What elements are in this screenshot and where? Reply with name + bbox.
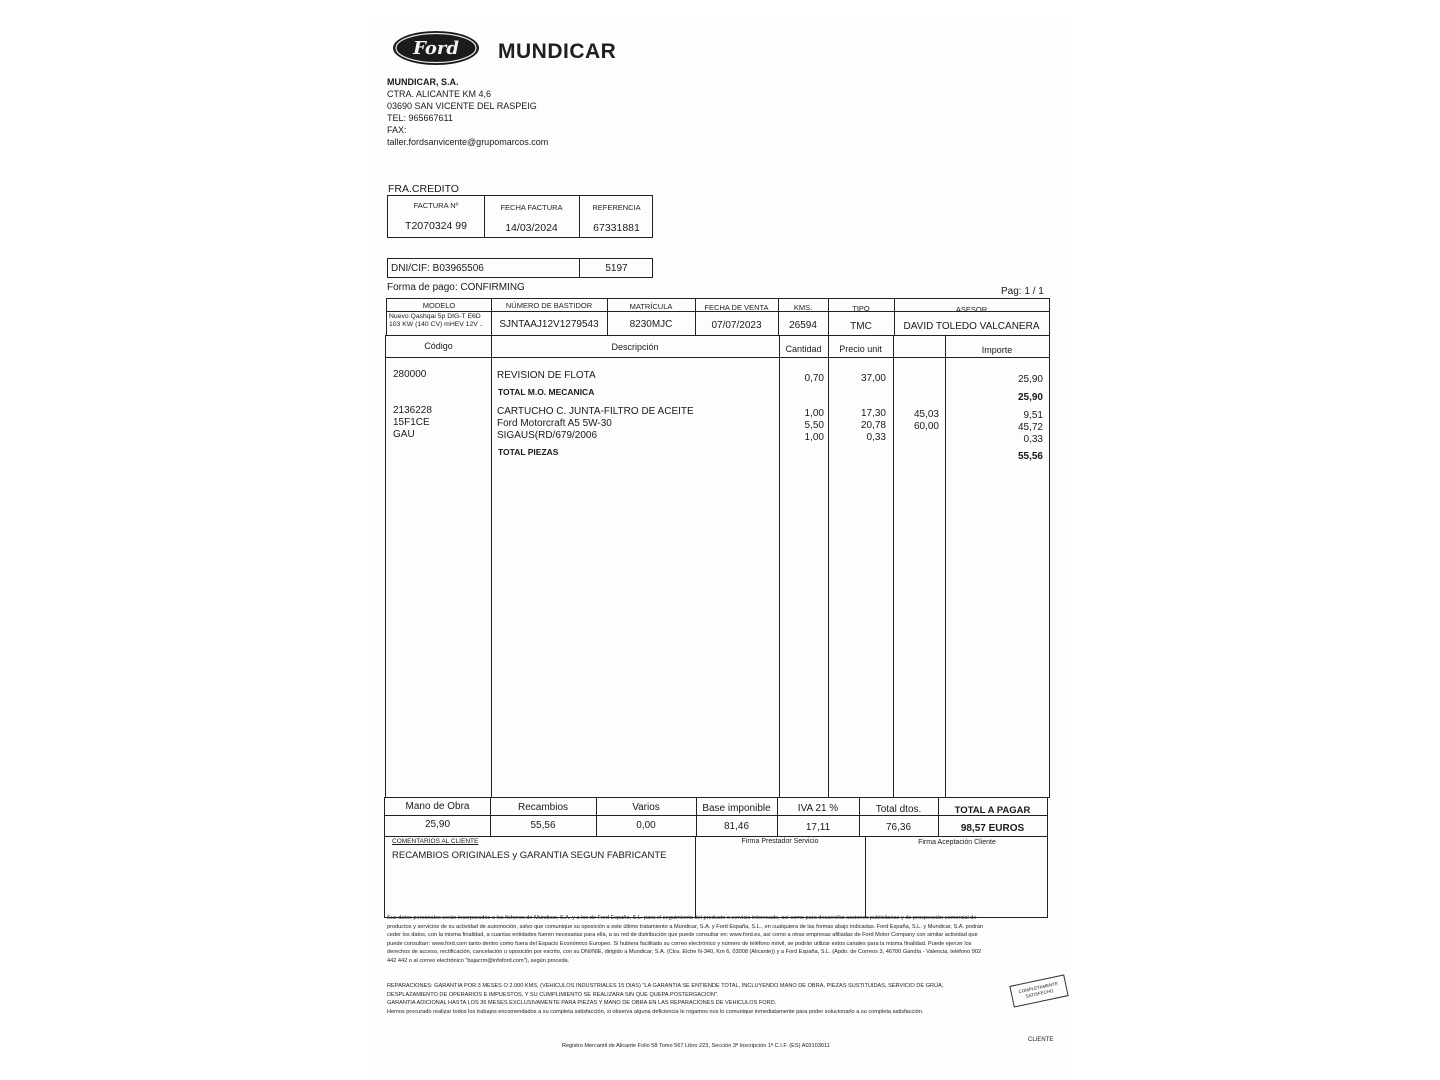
privacy-line-3: ceder los datos, con la misma finalidad, a cuantas entidades fueren necesarias para ella, a su red de distribución que puede consultar en: www.ford.es, así como a otras empresas afiliadas de Ford Motor Company con similar actividad que [387, 932, 978, 939]
line-4-cantidad: 1,00 [804, 432, 824, 443]
privacy-notice [387, 914, 1047, 966]
company-block [387, 76, 548, 148]
base-imponible-value: 81,46 [723, 821, 750, 832]
totals-table [384, 797, 1048, 837]
varios-label: Varios [632, 802, 660, 813]
line-1-cantidad: 0,70 [804, 373, 824, 384]
total-piezas-label: TOTAL PIEZAS [498, 447, 559, 457]
vehicle-header-tipo: TIPO [852, 304, 870, 313]
mano-obra-value: 25,90 [424, 819, 451, 830]
vehicle-header-bastidor: NÚMERO DE BASTIDOR [505, 301, 593, 310]
vehicle-kms: 26594 [789, 320, 817, 331]
total-piezas-value: 55,56 [1017, 451, 1043, 462]
ford-logo-text: Ford [413, 38, 459, 59]
warranty-line-3: GARANTIA ADICIONAL HASTA LOS 36 MESES EXCLUSIVAMENTE PARA PIEZAS Y MANO DE OBRA EN LAS REPARACIONES DE VEHICULOS FORD. [387, 1000, 777, 1007]
lines-header-precio: Precio unit [839, 344, 882, 354]
vehicle-table [386, 298, 1050, 336]
vehicle-header-kms: KMS. [793, 303, 813, 312]
iva-label: IVA 21 % [797, 803, 839, 814]
privacy-line-2: productos y servicios de su actividad de automoción, salvo que comunique su oposición a este último tratamiento a Mundicar, S.A. y Ford España, S.L., en cualquiera de las formas abajo indicadas. Ford España, S.L. y Mundicar, S.A. podrán [387, 923, 984, 930]
line-3-dto: 60,00 [913, 421, 939, 432]
vehicle-modelo [389, 313, 483, 329]
brand-name: MUNDICAR [498, 40, 617, 63]
warranty-line-1: REPARACIONES: GARANTIA POR 3 MESES O 2.000 KMS, (VEHICULOS INDUSTRIALES 15 DIAS) "LA GARANTIA SE ENTIENDE TOTAL, INCLUYENDO MANO DE OBRA, PIEZAS SUSTITUIDAS, SERVICIO DE GRÚA, [387, 983, 944, 989]
vehicle-bastidor: SJNTAAJ12V1279543 [499, 319, 599, 330]
total-mo-value: 25,90 [1017, 392, 1043, 403]
line-4-codigo: GAU [393, 429, 415, 440]
total-dtos-label: Total dtos. [875, 804, 922, 815]
vehicle-header-matricula: MATRÍCULA [629, 302, 673, 311]
base-imponible-label: Base imponible [702, 803, 771, 814]
line-2-codigo: 2136228 [393, 405, 432, 416]
customer-code: 5197 [605, 263, 628, 274]
line-4-descripcion: SIGAUS(RD/679/2006 [497, 430, 598, 441]
satisfaction-stamp: COMPLETAMENTE SATISFECHO [1009, 974, 1068, 1007]
firma-cliente-label: Firma Aceptación Cliente [918, 839, 996, 846]
warranty-line-2: DESPLAZAMIENTO DE OPERARIOS E IMPUESTOS, Y SU CUMPLIMIENTO SE REALIZARA SIN QUE QUEPA POSTERGACION". [387, 991, 719, 998]
factura-label: FACTURA Nº [413, 201, 459, 210]
fecha-factura-value: 14/03/2024 [505, 222, 558, 234]
line-4-importe: 0,33 [1023, 434, 1043, 445]
vehicle-modelo-line2: 103 KW (140 CV) mHEV 12V .. [389, 321, 484, 328]
document-type: FRA.CREDITO [388, 183, 459, 195]
total-mo-label: TOTAL M.O. MECANICA [498, 387, 595, 397]
company-tel: TEL: 965667611 [387, 113, 453, 123]
comments-label: COMENTARIOS AL CLIENTE [392, 838, 479, 845]
comments-text: RECAMBIOS ORIGINALES y GARANTIA SEGUN FABRICANTE [392, 850, 667, 861]
comments-box [384, 836, 1048, 918]
iva-value: 17,11 [805, 822, 831, 833]
copy-label: CLIENTE [1028, 1037, 1054, 1043]
line-1-codigo: 280000 [393, 369, 427, 380]
company-email: taller.fordsanvicente@grupomarcos.com [387, 137, 549, 147]
vehicle-header-asesor: ASESOR [955, 305, 988, 314]
varios-value: 0,00 [636, 820, 656, 831]
line-3-codigo: 15F1CE [393, 417, 430, 428]
customer-id-box [387, 258, 653, 278]
vehicle-header-fecha-venta: FECHA DE VENTA [704, 303, 769, 312]
line-3-precio: 20,78 [860, 420, 886, 431]
total-pagar-label: TOTAL A PAGAR [954, 805, 1031, 816]
payment-method: Forma de pago: CONFIRMING [387, 282, 525, 293]
line-2-precio: 17,30 [860, 408, 886, 419]
page-number: Pag: 1 / 1 [1001, 286, 1044, 297]
invoice-info-box [387, 195, 653, 238]
mano-obra-label: Mano de Obra [405, 801, 470, 812]
firma-prestador-label: Firma Prestador Servicio [741, 838, 819, 845]
vehicle-asesor: DAVID TOLEDO VALCANERA [903, 321, 1040, 332]
referencia-label: REFERENCIA [592, 203, 641, 212]
total-pagar-value: 98,57 EUROS [960, 823, 1025, 834]
company-address-2: 03690 SAN VICENTE DEL RASPEIG [387, 101, 537, 111]
privacy-line-6: 442 442 o al correo electrónico "bajacrm@infoford.com"), según proceda. [387, 957, 570, 964]
line-3-importe: 45,72 [1017, 422, 1043, 433]
privacy-line-1: Sus datos personales serán incorporados a los ficheros de Mundicar, S.A. y a los de Ford España, S.L. para el seguimiento del producto o servicio interesado, así como para desarrollar acciones publicitarias y de prospección comercial de [387, 915, 977, 921]
ford-logo [391, 28, 481, 68]
recambios-label: Recambios [517, 802, 569, 813]
line-4-precio: 0,33 [866, 432, 886, 443]
company-fax: FAX: [387, 125, 407, 135]
vehicle-fecha-venta: 07/07/2023 [711, 320, 762, 331]
company-name: MUNDICAR, S.A. [387, 77, 459, 87]
line-2-dto: 45,03 [913, 409, 939, 420]
vehicle-matricula: 8230MJC [629, 319, 673, 330]
referencia-value: 67331881 [593, 222, 640, 234]
company-address-1: CTRA. ALICANTE KM 4,6 [387, 89, 492, 99]
privacy-line-4: puede consultarr: www.ford.com tanto dentro como fuera del Espacio Económico Europeo. Si hubiera facilitado su correo electrónico y número de teléfono móvil, se podrán utilizar estos canales para la misma finalidad. Puede ejercer los [387, 940, 972, 947]
privacy-line-5: derechos de acceso, rectificación, cancelación u oposición por escrito, con su DNI/NIE, dirigido a Mundicar, S.A. (Ctra. Elche N-340, Km 6, 03008 (Alicante)) y a Ford España, S.L. (Apdo. de Correos 3, 46700 Gandía - Valencia, teléfono 902 [387, 949, 982, 956]
total-dtos-value: 76,36 [885, 822, 912, 833]
line-2-importe: 9,51 [1023, 410, 1043, 421]
line-1-precio: 37,00 [860, 373, 886, 384]
line-1-importe: 25,90 [1017, 374, 1043, 385]
lines-header-importe: Importe [981, 345, 1013, 355]
warranty-line-4: Hemos procurado realizar todos los trabajos encomendados a su completa satisfacción, si observa alguna deficiencia le rogamos nos lo comunique inmediatamente para poder solucionarlo a su completa satisfacción. [387, 1008, 924, 1015]
vehicle-modelo-line1: Nuevo Qashqai 5p DIG-T E6D [389, 313, 481, 320]
lines-header-codigo: Código [424, 341, 453, 351]
fecha-factura-label: FECHA FACTURA [500, 203, 563, 212]
vehicle-header-modelo: MODELO [422, 301, 456, 310]
line-2-cantidad: 1,00 [804, 408, 824, 419]
lines-header-descripcion: Descripción [611, 342, 659, 352]
line-1-descripcion: REVISION DE FLOTA [497, 370, 596, 381]
lines-header-cantidad: Cantidad [785, 344, 822, 354]
warranty-notice [387, 982, 1027, 1016]
line-3-cantidad: 5,50 [804, 420, 824, 431]
registro-mercantil: Registro Mercantil de Alicante Folio 58 Tomo 567 Libro 223, Sección 3ª Inscripción 1ª C.I.F. (ES) A03103611 [562, 1043, 830, 1049]
line-3-descripcion: Ford Motorcraft A5 5W-30 [497, 418, 612, 429]
vehicle-tipo: TMC [850, 321, 872, 332]
customer-dni: DNI/CIF: B03965506 [391, 263, 484, 274]
recambios-value: 55,56 [530, 820, 556, 831]
lines-table [385, 335, 1050, 798]
line-2-descripcion: CARTUCHO C. JUNTA-FILTRO DE ACEITE [497, 406, 694, 417]
factura-value: T2070324 99 [405, 220, 467, 232]
